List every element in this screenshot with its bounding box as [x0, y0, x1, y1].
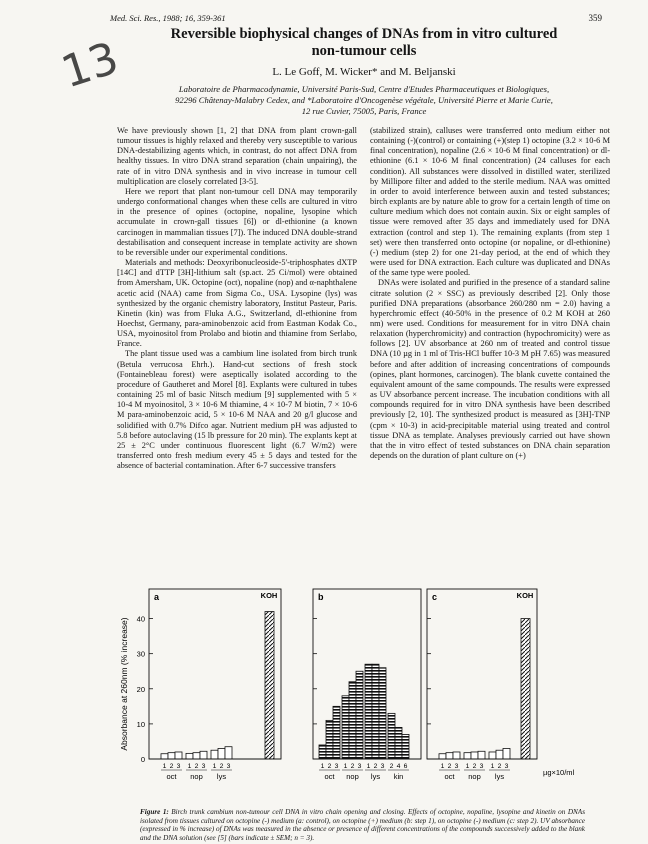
bar — [471, 752, 478, 759]
panel-label: b — [318, 592, 324, 602]
paragraph: (stabilized strain), calluses were transferred onto medium either not containing (-)(control) or containing (+)(step 1) octopine (3.2 × 10-6 M final concentration), nopaline (2.6 × 10-6 M final concentration) or dl-ethionine (6.1 × 10-6 M final concentration) (24 calluses for each condition). All substances were dissolved in distilled water, sterilized by Millipore filter and added to the sterile medium. NAA was omitted in order to avoid interference between auxin and tested substances; birch explants are by nature able to grow for a certain length of time on culture medium which does not contain auxin. Six or eight samples of tissue were removed after 35 days and immediately used for DNA extraction (control and step 1). The remaining explants (from step 1 set) were then transferred onto octopine (or nopaline, or dl-ethionine) (-) medium (step 2) for one 21-day period, at the end of which they were used for DNA extraction. Each culture was duplicated and DNAs of the same type were pooled. — [370, 126, 610, 278]
page-number: 359 — [588, 13, 602, 23]
handwritten-margin-mark: 13 — [55, 32, 125, 99]
bar — [439, 754, 446, 759]
bar — [356, 671, 363, 759]
bar — [503, 748, 510, 759]
figure-caption — [140, 808, 585, 843]
bar — [342, 696, 349, 759]
x-tick-label: 2 — [472, 763, 477, 770]
group-label: oct — [166, 772, 177, 781]
x-tick-label: 2 — [169, 763, 174, 770]
x-tick-label: 1 — [366, 763, 371, 770]
x-tick-label: 3 — [479, 763, 484, 770]
x-tick-label: 2 — [194, 763, 199, 770]
bar — [478, 751, 485, 759]
group-label: nop — [346, 772, 359, 781]
x-tick-label: 3 — [380, 763, 385, 770]
unit-label: µg×10/ml — [543, 768, 575, 777]
x-tick-label: 2 — [373, 763, 378, 770]
affiliation-line: Laboratoire de Pharmacodynamie, Université Paris-Sud, Centre d'Etudes Pharmaceutiques et Biologiques, — [178, 84, 550, 94]
group-label: oct — [444, 772, 455, 781]
x-tick-label: 2 — [389, 763, 394, 770]
panel-label: c — [432, 592, 438, 602]
bar — [446, 753, 453, 759]
y-tick-label: 0 — [140, 755, 145, 764]
x-tick-label: 4 — [396, 763, 401, 770]
bar — [379, 668, 386, 759]
x-tick-label: 2 — [219, 763, 224, 770]
koh-label: KOH — [516, 591, 534, 600]
bar — [193, 753, 200, 759]
bar — [395, 727, 402, 759]
bar — [388, 713, 395, 759]
bar — [186, 753, 193, 759]
affiliation — [120, 84, 608, 117]
figure-1 — [117, 583, 637, 803]
x-tick-label: 1 — [187, 763, 192, 770]
caption-lead: Figure 1: — [140, 808, 169, 816]
article-title — [120, 26, 608, 60]
x-tick-label: 1 — [490, 763, 495, 770]
left-column — [117, 126, 357, 471]
caption-text: Birch trunk cambium non-tumour cell DNA in vitro chain opening and closing. Effects of octopine, nopaline, lysopine and kinetin on DNAs isolated from tissues cultured on octopine (-) medium (a: control), on octopine (+) medium (b: step 1), on octopine (-) medium (c: step 2). UV absorbance (expressed in % increase) of DNAs was measured in the absence or presence of different concentrations of the compounds successively added to the blank and the DNA solution (see [5] (bars indicate ± SEM; n = 3). — [140, 808, 585, 843]
bar — [161, 754, 168, 759]
bar — [225, 747, 232, 759]
koh-bar — [265, 612, 274, 759]
affiliation-line: 92296 Châtenay-Malabry Cedex, and *Laboratoire d'Oncogenèse végétale, Université Pierre et Marie Curie, — [175, 95, 553, 105]
bar — [200, 751, 207, 759]
x-tick-label: 1 — [320, 763, 325, 770]
right-column — [370, 126, 610, 461]
x-tick-label: 2 — [327, 763, 332, 770]
y-tick-label: 40 — [136, 614, 145, 624]
group-label: oct — [324, 772, 335, 781]
group-label: lys — [216, 772, 227, 781]
running-header — [110, 13, 602, 23]
bar — [489, 752, 496, 759]
x-tick-label: 1 — [440, 763, 445, 770]
koh-bar — [521, 619, 530, 759]
group-label: nop — [468, 772, 481, 781]
bar — [349, 682, 356, 759]
panel-frame — [427, 589, 537, 759]
bar — [333, 706, 340, 759]
authors: L. Le Goff, M. Wicker* and M. Beljanski — [272, 66, 456, 78]
x-tick-label: 2 — [350, 763, 355, 770]
paragraph: DNAs were isolated and purified in the presence of a standard saline citrate solution (2 × SSC) as previously described [2]. Only those purified DNA preparations (absorbance 260/280 nm = 2.0) having a hyperchromic effect (40-50% in the presence of 0.2 M KOH at 260 nm) were used. Conditions for measurement for in vitro DNA chain relaxation (hyperchromicity) and contraction (hypochromicity) were as follows [2]. UV absorbance at 260 nm of treated and control tissue DNA (10 µg in 1 ml of Tris-HCl buffer 10-3 M pH 7.65) was measured before and after addition of increasing concentrations of compounds (opines, plant hormones, carcinogen). The blank cuvette contained the equivalent amount of the same compounds. The results were expressed as UV absorbance percent increase. The incubation conditions with all compounds required for in vitro DNA synthesis have been described previously [2, 10]. The synthesized product is measured as [3H]-TNP (cpm × 10-3) in acid-precipitable material using treated and control tissue DNA as template. Analyses previously carried out have shown that the in vitro effect of tested substances on DNA chain separation depends on the duration of plant culture on (+) — [370, 278, 610, 460]
x-tick-label: 2 — [497, 763, 502, 770]
title-line-2: non-tumour cells — [311, 43, 417, 59]
bar — [319, 745, 326, 759]
bar-chart — [117, 583, 637, 803]
bar — [496, 750, 503, 759]
paragraph: Here we report that plant non-tumour cell DNA may temporarily undergo conformational changes when these cells are cultured in vitro in the presence of opines (octopine, nopaline, lysopine which accumulate in crown-gall tissues [6]) or dl-ethionine (a known carcinogen in mammalian tissues [7]). The induced DNA double-strand destabilisation and consequent increase in template activity are shown to be reversible under our experimental conditions. — [117, 186, 357, 257]
bar — [168, 753, 175, 759]
paragraph: The plant tissue used was a cambium line isolated from birch trunk (Betula verrucosa Ehrh.). Hand-cut sections of fresh stock (Fontainebleau forest) were aseptically isolated according to the procedure of Gautheret and Morel [8]. Explants were cultured in tubes containing 25 ml of basic Nitsch medium [9] supplemented with 5 × 10-4 M myoinositol, 3 × 10-6 M thiamine, 4 × 10-7 M biotin, 7 × 10-6 M para-aminobenzoic acid, 5 × 10-6 M NAA and 20 g/l glucose and solidified with 0.7% Difco agar. Nutrient medium pH was adjusted to 5.8 before autoclaving (15 lb pressure for 20 min). The explants kept at 25 ± 2°C under continuous fluorescent light (6.7 W/m2) were transferred onto fresh medium every 45 ± 5 days and tested for the absence of bacterial contamination. After 6-7 successive transfers — [117, 349, 357, 471]
affiliation-line: 12 rue Cuvier, 75005, Paris, France — [301, 106, 427, 116]
bar — [326, 720, 333, 759]
bar — [218, 748, 225, 759]
bar — [464, 753, 471, 759]
bar — [402, 734, 409, 759]
x-tick-label: 3 — [454, 763, 459, 770]
x-tick-label: 2 — [447, 763, 452, 770]
x-tick-label: 1 — [212, 763, 217, 770]
koh-label: KOH — [260, 591, 278, 600]
x-tick-label: 3 — [357, 763, 362, 770]
bar — [175, 752, 182, 759]
journal-citation: Med. Sci. Res., 1988; 16, 359-361 — [110, 13, 226, 23]
bar — [372, 664, 379, 759]
panel-frame — [149, 589, 281, 759]
x-tick-label: 1 — [343, 763, 348, 770]
x-tick-label: 1 — [162, 763, 167, 770]
x-tick-label: 3 — [176, 763, 181, 770]
bar — [211, 750, 218, 759]
panel-label: a — [154, 592, 160, 602]
x-tick-label: 3 — [334, 763, 339, 770]
x-tick-label: 3 — [201, 763, 206, 770]
group-label: nop — [190, 772, 203, 781]
y-tick-label: 30 — [136, 649, 145, 659]
x-tick-label: 6 — [403, 763, 408, 770]
bar — [453, 752, 460, 759]
bar — [365, 664, 372, 759]
y-tick-label: 10 — [136, 719, 145, 729]
x-tick-label: 3 — [504, 763, 509, 770]
paragraph: Materials and methods: Deoxyribonucleoside-5'-triphosphates dXTP [14C] and dTTP [3H]-lithium salt (sp.act. 25 Ci/mol) were obtained from Amersham, UK. Octopine (oct), nopaline (nop) and α-naphthalene acetic acid (NAA) came from Sigma Co., USA. Lysopine (lys) was synthesized by the organic chemistry laboratory, Institut Pasteur, Paris. Kinetin (kin) was from Fluka A.G., Switzerland, dl-ethionine from Hoechst, Germany, para-aminobenzoic acid from Eastman Kodak Co., USA, myoinositol from Prolabo and biotin and thiamine from Serlabo, France. — [117, 258, 358, 349]
y-tick-label: 20 — [136, 684, 145, 694]
x-tick-label: 3 — [226, 763, 231, 770]
group-label: kin — [393, 772, 404, 781]
group-label: lys — [370, 772, 381, 781]
y-axis-label: Absorbance at 260nm (% increase) — [119, 617, 129, 751]
group-label: lys — [494, 772, 505, 781]
title-line-1: Reversible biophysical changes of DNAs from in vitro cultured — [170, 26, 558, 42]
paragraph: We have previously shown [1, 2] that DNA from plant crown-gall tumour tissues is highly relaxed and thereby very susceptible to various DNA-destabilizing agents which, in contrast, do not affect DNA from healthy tissues. In vitro DNA strand separation (chain unpairing), the rate of in vitro DNA synthesis and in vivo increase in tumour cell multiplication are closely correlated [3-5]. — [117, 126, 357, 186]
x-tick-label: 1 — [465, 763, 470, 770]
